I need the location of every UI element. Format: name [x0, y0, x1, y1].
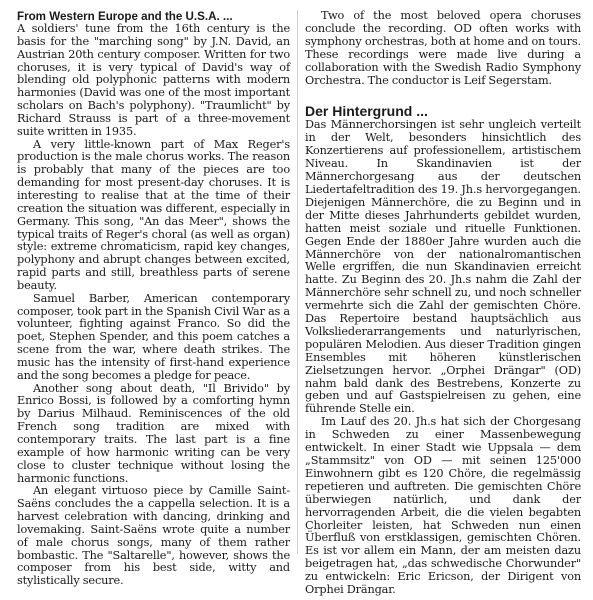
paragraph-bossi-milhaud: Another song about death, "Il Brivido" by Enrico Bossi, is followed by a comforting hymn by Darius Milhaud. Reminiscences of the old French song tradition are mixed with contemporary traits. The last part is a fine example of how harmonic writing can be very close to cluster technique without losing the harmonic functions.: [17, 381, 290, 485]
column-divider: [297, 10, 298, 554]
paragraph-maennerchor: Das Männerchorsingen ist sehr ungleich verteilt in der Welt, besonders hinsichtlich des Konzertierens auf professionellem, artistischem Niveau. In Skandinavien ist der Männerchorgesang aus der deutschen Liedertafeltradition des 19. Jh.s hervorgegangen. Diejenigen Männerchöre, die zu Beginn und in der Mitte dieses Jahrhunderts gebildet wurden, hatten meist soziale und rituelle Funktionen. Gegen Ende der 1880er Jahre wurden auch die Männerchöre von der nationalromantischen Welle ergriffen, die nun Skandinavien erreicht hatte. Zu Beginn des 20. Jh.s nahm die Zahl der Männerchöre sehr schnell zu, und noch schneller vermehrte sich die Zahl der gemischten Chöre. Das Repertoire bestand hauptsächlich aus Volksliederarrangements und naturlyrischen, populären Melodien. Aus dieser Tradition gingen Ensembles mit höheren künstlerischen Zielsetzungen hervor. „Orphei Drängar" (OD) nahm bald dank des Bestrebens, Konzerte zu geben und auf Gastspielreisen zu gehen, eine führende Stelle ein.: [305, 118, 581, 416]
paragraph-david-strauss: A soldiers' tune from the 16th century is the basis for the "marching song" by J.N. David, an Austrian 20th century composer. Written for two choruses, it is very typical of David's way of blending old polyphonic patterns with modern harmonies (David was one of the most important scholars on Bach's polyphony). "Traumlicht" by Richard Strauss is part of a three-movement suite written in 1935.: [17, 22, 290, 138]
paragraph-reger: A very little-known part of Max Reger's production is the male chorus works. The reason is probably that many of the pieces are too demanding for most present-day choruses. It is interesting to realise that at the time of their creation the situation was different, especially in Germany. This song, "An das Meer", shows the typical traits of Reger's choral (as well as organ) style: extreme chromaticism, rapid key changes, polyphony and abrupt changes between excited, rapid parts and still, breathless parts of serene beauty.: [17, 137, 290, 292]
english-column: [17, 10, 290, 588]
paragraph-opera-choruses: Two of the most beloved opera choruses conclude the recording. OD often works with symphony orchestras, both at home and on tours. These recordings were made live during a collaboration with the Swedish Radio Symphony Orchestra. The conductor is Leif Segerstam.: [305, 9, 581, 87]
paragraph-chorgesang-schweden: Im Lauf des 20. Jh.s hat sich der Chorgesang in Schweden zu einer Massenbewegung entwickelt. In einer Stadt wie Uppsala — dem „Stammsitz" von OD — mit seinen 125'000 Einwohnern gibt es 120 Chöre, die regelmässig repetieren und auftreten. Die gemischten Chöre überwiegen natürlich, und dank der hervorragenden Arbeit, die die vielen begabten Chorleiter leisten, hat Schweden nun einen Überfluß von erstklassigen, gemischten Chören. Es ist vor allem ein Mann, der am meisten dazu beigetragen hat, „das schwedische Chorwunder" zu entwickeln: Eric Ericson, der Dirigent von Orphei Drängar.: [305, 415, 581, 597]
section-heading-german: Der Hintergrund ...: [305, 103, 428, 120]
section-heading-english: From Western Europe and the U.S.A. ...: [17, 10, 233, 23]
paragraph-saint-saens: An elegant virtuoso piece by Camille Saint-Saëns concludes the a cappella selection. It is a harvest celebration with dancing, drinking and lovemaking. Saint-Saëns wrote quite a number of male chorus songs, many of them rather bombastic. The "Saltarelle", however, shows the composer from his best side, witty and stylistically secure.: [17, 484, 290, 588]
right-column: [305, 10, 581, 597]
paragraph-barber: Samuel Barber, American contemporary composer, took part in the Spanish Civil War as a volunteer, fighting against Franco. So did the poet, Stephen Spender, and this poem catches a scene from the war, where death strikes. The music has the intensity of first-hand experience and the song becomes a pledge for peace.: [17, 291, 290, 382]
